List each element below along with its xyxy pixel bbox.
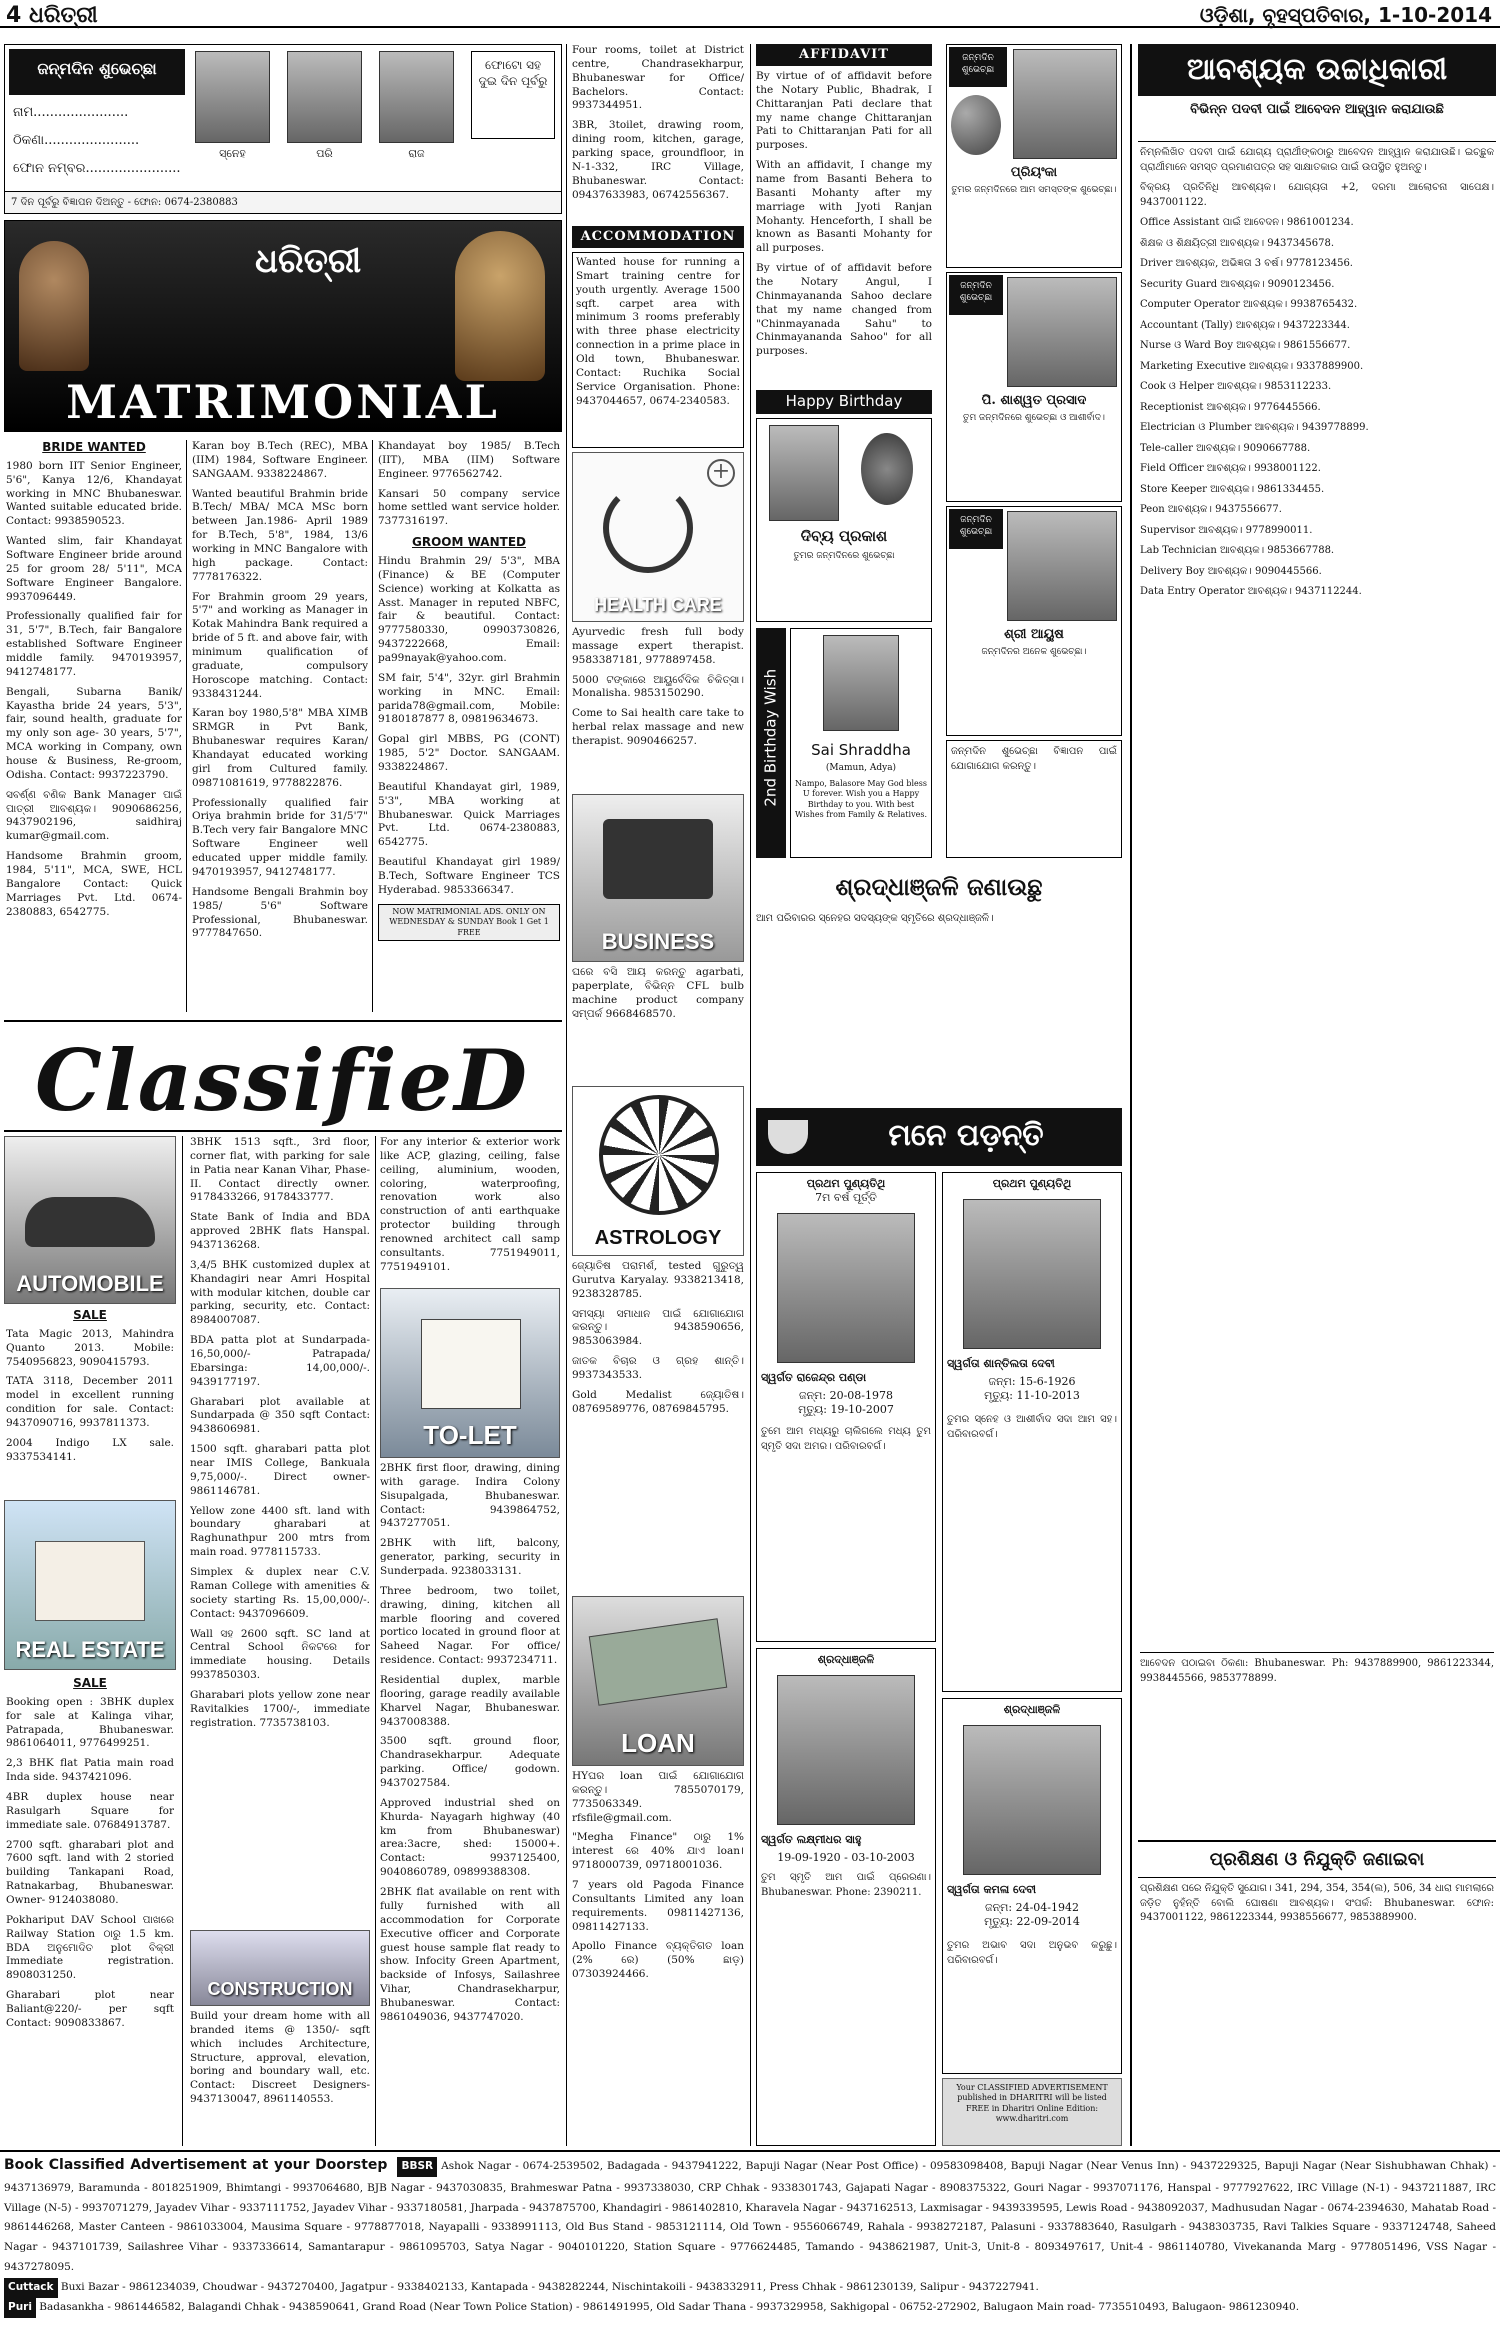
zodiac-wheel-icon — [599, 1095, 719, 1215]
classified-ad: Four rooms, toilet at District centre, Chandrasekharpur, Bhubaneswar for Office/ Bachelors. Contact: 9937344951. — [572, 44, 744, 112]
classified-title: ClassifieD — [34, 1031, 530, 1130]
oriya-notice-body — [756, 912, 1122, 1102]
greeting-form-field: ଠିକଣା....................... — [13, 133, 140, 148]
birthday-text: Nampo, Balasore May God bless U forever. Wish you a Happy Birthday to you. With best Wishes from Family & Relatives. — [795, 779, 927, 820]
job-listing: Lab Technician ଆବଶ୍ୟକ। 9853667788. — [1140, 545, 1335, 556]
memorial-name: ସ୍ୱର୍ଗତା କମଳା ଦେବୀ — [947, 1883, 1037, 1896]
classified-ad: 1500 sqft. gharabari patta plot near IMIS College, Bankuala 9,75,000/-. Direct owner- 9861146781. — [190, 1443, 370, 1497]
automobile-label: AUTOMOBILE — [16, 1271, 164, 1297]
birthday-name: ପ୍ରିୟଂକା — [1010, 165, 1058, 180]
matrimonial-portal-note: NOW MATRIMONIAL ADS. ONLY ON WEDNESDAY & SUNDAY Book 1 Get 1 FREE — [378, 904, 560, 942]
birthday-sub: (Mamun, Adya) — [825, 763, 897, 773]
balloons-icon — [951, 95, 1001, 155]
classified-ad: TATA 3118, December 2011 model in excellent running condition for sale. Contact: 9437090716, 9937811373. — [6, 1375, 174, 1429]
to-let-label: TO-LET — [423, 1420, 517, 1451]
memorial-name: ସ୍ୱର୍ଗତ ଲକ୍ଷ୍ମୀଧର ସାହୁ — [761, 1833, 862, 1846]
birthday-card-5 — [946, 506, 1122, 736]
birthday-small-notice — [946, 740, 1122, 858]
briefcase-icon — [603, 819, 713, 899]
memorial-caption: ଶ୍ରଦ୍ଧାଞ୍ଜଳି — [817, 1653, 875, 1666]
matrimonial-col-3 — [378, 440, 560, 1015]
plus-icon: + — [707, 459, 735, 487]
birthday-card-1 — [756, 418, 932, 622]
greeting-form-field: ଫୋନ ନମ୍ବର....................... — [13, 161, 181, 176]
classified-ad: BDA patta plot at Sundarpada- 16,50,000/- Patrapada/ Ebarsinga: 14,00,000/-. 9439177197. — [190, 1334, 370, 1388]
job-listing: Tele-caller ଆବଶ୍ୟକ। 9090667788. — [1140, 442, 1311, 454]
classified-ad: Three bedroom, two toilet, drawing, dining, kitchen all marble flooring and covered portico located in ground floor at Saheed Nagar. For office/ residence. Contact: 9937234711. — [380, 1584, 560, 1667]
classified-ad: 4BR duplex house near Rasulgarh Square for immediate sale. 07684913787. — [6, 1790, 174, 1831]
mane-padanti-banner — [756, 1108, 1122, 1166]
birthday-card-3 — [946, 44, 1122, 268]
affidavit-ad: By virtue of of affidavit before the Notary Public, Bhadrak, I Chittaranjan Pati declare that my name change Chittaranjan Pati to Chittaranjan Pati for all purposes. — [756, 70, 932, 152]
house-shape — [421, 1319, 521, 1409]
right-column-body — [1140, 146, 1494, 1646]
matrimonial-col-2 — [192, 440, 368, 1015]
greeting-form-field: ନାମ....................... — [13, 105, 129, 120]
greeting-bottom-line: 7 ଦିନ ପୂର୍ବରୁ ବିଜ୍ଞାପନ ଦିଅନ୍ତୁ - ଫୋନ: 0674-2380883 — [5, 191, 561, 213]
child-photo — [195, 51, 270, 143]
classified-ad: Wanted beautiful Brahmin bride B.Tech/ MBA/ MCA MSc born between Jan.1986- April 1989 for B.Tech, 5'8", 1984, 13/6 working in MNC Bangalore with high package. Contact: 7778176322. — [192, 487, 368, 583]
bride-figure — [455, 231, 545, 381]
greeting-form-box — [4, 44, 562, 214]
loan-image — [572, 1596, 744, 1766]
classified-ad: 2,3 BHK flat Patia main road Inda side. 9437421096. — [6, 1757, 174, 1784]
construction-label: CONSTRUCTION — [207, 1978, 353, 1999]
memorial-photo — [963, 1725, 1101, 1875]
child-name: ରାଜ — [408, 147, 425, 160]
memorial-photo — [963, 1199, 1101, 1349]
page-header — [0, 0, 1500, 28]
affidavit-ad: By virtue of of affidavit before the Notary Angul, I Chinmayananda Sahoo declare that my name changed from "Chinmayanada Sahu" to Chinmayananda Sahoo" for all purposes. — [756, 262, 932, 358]
classified-ad: Kansari 50 company service home settled want service holder. 7377316197. — [378, 487, 560, 528]
classified-col-2 — [190, 1136, 370, 1926]
grapes-icon — [861, 433, 913, 505]
column-rule — [186, 440, 187, 1012]
health-care-image — [572, 452, 744, 622]
affidavit-ads — [756, 70, 932, 386]
memorial-caption: ପ୍ରଥମ ପୁଣ୍ୟତିଥି — [992, 1177, 1072, 1190]
birthday-name: ଶ୍ରୀ ଆୟୁଷ — [1004, 627, 1064, 642]
page-number-masthead: 4 ଧରିତ୍ରୀ — [6, 3, 98, 28]
classified-ad: Bengali, Subarna Banik/ Kayastha bride 24 years, 5'3", fair, sound health, graduate for my only son age- 30 years, 5'7", MCA working in Company, own house & Business, Re-groom, Odisha. Contact: 9937223790. — [6, 685, 182, 781]
classified-ad: State Bank of India and BDA approved 2BHK flats Hanspal. 9437136268. — [190, 1211, 370, 1252]
job-listing: Peon ଆବଶ୍ୟକ। 9437556677. — [1140, 504, 1282, 515]
classified-col-3a — [380, 1136, 560, 1284]
child-name: ପରି — [316, 147, 333, 160]
memorial-text: ତୁମ ସ୍ମୃତି ଆମ ପାଇଁ ପ୍ରେରଣା। Bhubaneswar. Phone: 2390211. — [761, 1872, 931, 1898]
classified-ad: Gopal girl MBBS, PG (CONT) 1985, 5'2" Doctor. SANGAAM. 9338224867. — [378, 733, 560, 774]
affidavit-ad: With an affidavit, I change my name from Basanti Behera to Basanti Mohanty after my marriage with Jyoti Ranjan Mohanty. Henceforth, I shall be known as Basanti Mohanty for all purposes. — [756, 159, 932, 255]
job-listing: Receptionist ଆବଶ୍ୟକ। 9776445566. — [1140, 401, 1321, 413]
astrology-label: ASTROLOGY — [594, 1227, 722, 1249]
classified-ad: Karan boy 1980,5'8" MBA XIMB SRMGR in Pvt Bank, Bhubaneswar requires Karan/ Khandayat educated working girl from Cultured family. 09871081619, 9778822876. — [192, 707, 368, 789]
classified-ad: 1980 born IIT Senior Engineer, 5'6", Kanya 12/6, Khandayat working in MNC Bhubaneswar. Wanted suitable educated bride. Contact: 9938590523. — [6, 459, 182, 528]
job-listing: Cook ଓ Helper ଆବଶ୍ୟକ। 9853112233. — [1140, 381, 1332, 392]
birthday-text: ତୁମ ଜନ୍ମଦିନରେ ଶୁଭେଚ୍ଛା ଓ ଆଶୀର୍ବାଦ। — [963, 413, 1105, 423]
memorial-card-4 — [942, 1698, 1122, 2074]
classified-ad: Professionally qualified fair for 31, 5'7", B.Tech, fair Bangalore established Software Engineer middle family. 9470193957, 9412748177. — [6, 610, 182, 678]
right-column-second-body — [1140, 1882, 1494, 2146]
city-tag-puri: Puri — [4, 2298, 36, 2318]
accommodation-heading: ACCOMMODATION — [572, 226, 744, 248]
middle-col-top — [572, 44, 744, 220]
to-let-image — [380, 1288, 560, 1458]
house-shape — [35, 1541, 145, 1621]
classified-ad: 2BHK flat available on rent with fully furnished with all accommodation for Corporate Executive officer and Corporate guest house sample flat ready to show. Infocity Green Apartment, backside of Infosys, Sailashree Vihar, Chandrasekharpur, Bhubaneswar. Contact: 9861049036, 9437747020. — [380, 1886, 560, 2023]
construction-image — [190, 1930, 370, 2006]
classified-ad: ଘରେ ବସି ଆୟ କରନ୍ତୁ agarbati, paperplate, ବିଭିନ୍ନ CFL bulb machine product company ସମ୍ପର୍କ 9668468570. — [572, 966, 744, 1020]
classified-ad: Handsome Brahmin groom, 1984, 5'11", MCA, SWE, HCL Bangalore Contact: Quick Marriages Pvt. Ltd. 0674-2380883, 6542775. — [6, 850, 182, 918]
memorial-title: 7ମ ବର୍ଷ ପୂର୍ତ୍ତି — [815, 1191, 877, 1205]
classified-ad: 2BHK with lift, balcony, generator, parking, security in Sunderpada. 9238033131. — [380, 1537, 560, 1578]
classified-ad: ସମସ୍ୟା ସମାଧାନ ପାଇଁ ଯୋଗାଯୋଗ କରନ୍ତୁ। 9438590656, 9853063984. — [572, 1307, 744, 1348]
birthday-small-text: ଜନ୍ମଦିନ ଶୁଭେଚ୍ଛା ବିଜ୍ଞାପନ ପାଇଁ ଯୋଗାଯୋଗ କରନ୍ତୁ। — [951, 746, 1117, 772]
child-name: ସ୍ନେହ — [219, 147, 246, 160]
classified-ad: Ayurvedic fresh full body massage expert therapist. 9583387181, 9778897458. — [572, 626, 744, 666]
classified-ad: Karan boy B.Tech (REC), MBA (IIM) 1984, Software Engineer. SANGAAM. 9338224867. — [192, 440, 368, 480]
booking-centres-footer — [0, 2150, 1500, 2339]
child-photo — [1007, 511, 1117, 621]
oriya-notice-heading: ଶ୍ରଦ୍ଧାଞ୍ଜଳି ଜଣାଉଛୁ — [835, 873, 1043, 901]
job-listing: Marketing Executive ଆବଶ୍ୟକ। 9337889900. — [1140, 360, 1364, 372]
sale-heading: SALE — [73, 1676, 107, 1690]
greeting-form-caption: ଜନ୍ମଦିନ ଶୁଭେଚ୍ଛା — [9, 49, 185, 95]
second-birthday-label: 2nd Birthday Wish — [761, 668, 780, 807]
classified-ad: Yellow zone 4400 sft. land with boundary gharabari at Raghunathpur 200 mtrs from main road. 9778115733. — [190, 1504, 370, 1559]
memorial-dates: ଜନ୍ମ: 15-6-1926 ମୃତ୍ୟୁ: 11-10-2013 — [984, 1375, 1080, 1403]
classified-ad: Wanted house for running a Smart training centre for youth urgently. Average 1500 sqft. carpet area with minimum 3 rooms preferably with three phase electricity connection in a prime place in Old town, Bhubaneswar. Contact: Ruchika Social Service Organisation. Phone: 9437044657, 0674-2340583. — [576, 256, 740, 407]
memorial-name: ସ୍ୱର୍ଗତା ଶାନ୍ତିଲତା ଦେବୀ — [947, 1357, 1055, 1370]
classified-ad: 2700 sqft. gharabari plot and 7600 sqft. land with 2 storied building Tankapani Road, Ratnakarbag, Bhubaneswar. Owner- 9124038080. — [6, 1838, 174, 1906]
memorial-card-3 — [756, 1648, 936, 2146]
page-dateline: ଓଡ଼ିଶା, ବୃହସ୍ପତିବାର, 1-10-2014 — [1199, 3, 1492, 27]
classified-ad: 3500 sqft. ground floor, Chandrasekharpur. Adequate parking. Office/ godown. 9437027584. — [380, 1735, 560, 1790]
city-tag-cuttack: Cuttack — [4, 2278, 58, 2298]
groom-wanted-heading: GROOM WANTED — [412, 535, 526, 550]
column-rule — [182, 1136, 183, 2146]
classified-col-3b — [380, 1462, 560, 2146]
affidavit-heading: AFFIDAVIT — [756, 44, 932, 66]
currency-notes-icon — [589, 1618, 727, 1705]
right-column-intro: ନିମ୍ନଲିଖିତ ପଦବୀ ପାଇଁ ଯୋଗ୍ୟ ପ୍ରାର୍ଥୀଙ୍କଠାରୁ ଆବେଦନ ଆହ୍ୱାନ କରାଯାଉଛି। ଇଚ୍ଛୁକ ପ୍ରାର୍ଥୀମାନେ ସମସ୍ତ ପ୍ରମାଣପତ୍ର ସହ ସାକ୍ଷାତକାର ପାଇଁ ଉପସ୍ଥିତ ହୁଅନ୍ତୁ। — [1140, 147, 1494, 173]
column-rule — [750, 44, 751, 2146]
happy-birthday-heading: Happy Birthday — [756, 390, 932, 414]
health-care-label: HEALTH CARE — [594, 594, 722, 615]
right-column-second-title: ପ୍ରଶିକ୍ଷଣ ଓ ନିଯୁକ୍ତି ଜଣାଇବା — [1138, 1840, 1496, 1878]
job-listing: Store Keeper ଆବଶ୍ୟକ। 9861334455. — [1140, 483, 1325, 495]
birthday-caption: ଜନ୍ମଦିନ ଶୁଭେଚ୍ଛା — [949, 509, 1003, 549]
classified-online-note: Your CLASSIFIED ADVERTISEMENT published in DHARITRI will be listed FREE in Dharitri Online Edition: www.dharitri.com — [942, 2078, 1122, 2146]
classified-col-1a — [6, 1308, 174, 1498]
column-rule — [566, 44, 567, 2146]
classified-ad: Apollo Finance ବ୍ୟକ୍ତିଗତ loan (2% ରେ) (50% ଛାଡ଼) 07303924466. — [572, 1940, 744, 1981]
memorial-text: ତୁମର ସ୍ନେହ ଓ ଆଶୀର୍ବାଦ ସଦା ଆମ ସହ। ପରିବାରବର୍ଗ। — [947, 1414, 1117, 1440]
classified-ad: Build your dream home with all branded items @ 1350/- sqft which includes Architecture, Structure, approval, elevation, boring and boundary wall, etc. Contact: Discreet Designers- 9437130047, 8961140553. — [190, 2010, 370, 2106]
job-listing: Computer Operator ଆବଶ୍ୟକ। 9938765432. — [1140, 299, 1358, 310]
birthday-card-4 — [946, 272, 1122, 502]
job-listing: Field Officer ଆବଶ୍ୟକ। 9938001122. — [1140, 463, 1321, 474]
classified-col-2-bottom — [190, 2010, 370, 2146]
memorial-caption: ଶ୍ରଦ୍ଧାଞ୍ଜଳି — [1003, 1703, 1061, 1716]
city-listings-puri: Badasankha - 9861446582, Balagandi Chhak - 9438590641, Grand Road (Near Town Police Station) - 9861491995, Old Sadar Thana - 9937329958, Sakhigopal - 06752-272902, Balugaon Main road- 7735510493, Balugaon- 9861230940. — [39, 2301, 1300, 2314]
job-listing: Security Guard ଆବଶ୍ୟକ। 9090123456. — [1140, 278, 1335, 290]
memorial-dates: ଜନ୍ମ: 20-08-1978 ମୃତ୍ୟୁ: 19-10-2007 — [798, 1389, 894, 1417]
classified-ad: Wanted slim, fair Khandayat Software Engineer bride around 25 for groom 28/ 5'11", MCA Software Engineer Bangalore. 9937096449. — [6, 535, 182, 603]
birthday-text: ଜନ୍ମଦିନର ଅନେକ ଶୁଭେଚ୍ଛା। — [981, 647, 1087, 657]
job-listing: ଶିକ୍ଷକ ଓ ଶିକ୍ଷୟିତ୍ରୀ ଆବଶ୍ୟକ। 9437345678. — [1140, 237, 1335, 249]
loan-label: LOAN — [621, 1728, 695, 1759]
accommodation-ad — [572, 252, 744, 448]
child-photo — [1007, 277, 1117, 387]
job-listing: Accountant (Tally) ଆବଶ୍ୟକ। 9437223344. — [1140, 319, 1350, 331]
job-listing: ବିକ୍ରୟ ପ୍ରତିନିଧି ଆବଶ୍ୟକ। ଯୋଗ୍ୟତା +2, ଦରମା ଆଲୋଚନା ସାପେକ୍ଷ। 9437001122. — [1140, 182, 1494, 208]
bride-wanted-heading: BRIDE WANTED — [42, 440, 146, 454]
greeting-side-note: ଫୋଟୋ ସହ ଦୁଇ ଦିନ ପୂର୍ବରୁ — [471, 51, 555, 139]
classified-ad: For any interior & exterior work like ACP, glazing, ceiling, false ceiling, aluminium, wooden, coloring, waterproofing, renovation work also construction of anti earthquake protector building through renowned architect call samp consultants. 7751949011, 7751949101. — [380, 1136, 560, 1273]
second-birthday-tab — [756, 628, 786, 858]
memorial-name: ସ୍ୱର୍ଗତ ରାଜେନ୍ଦ୍ର ପଣ୍ଡା — [761, 1371, 867, 1384]
child-photo — [287, 51, 362, 143]
memorial-card-2 — [942, 1172, 1122, 1692]
job-listing: Supervisor ଆବଶ୍ୟକ। 9778990011. — [1140, 524, 1313, 536]
column-rule — [1130, 44, 1132, 2146]
child-photo — [1013, 49, 1117, 159]
job-listing: Nurse ଓ Ward Boy ଆବଶ୍ୟକ। 9861556677. — [1140, 340, 1351, 351]
classified-ad: Handsome Bengali Brahmin boy 1985/ 5'6" Software Professional, Bhubaneswar. 9777847650. — [192, 885, 368, 940]
classified-ad: Approved industrial shed on Khurda- Nayagarh highway (40 km from Bhubaneswar) area:3acre, shed: 15000+. Contact: 9937125400, 9040860789, 09899388308. — [380, 1796, 560, 1879]
city-listings-bbsr: Ashok Nagar - 0674-2539502, Badagada - 9437941222, Bapuji Nagar (Near Post Office) - 09583098408, Bapuji Nagar (Near Venus Inn) - 9437229325, Bapuji Nagar (Near Sishubhawan Chhak) - 9437136979, Baramunda - 8018251909, Bhimtangi - 9937064680, BJB Nagar - 9437030835, Brahmeswar Patna - 9937338030, CRP Chhak - 9338301743, Gajapati Nagar - 8908375322, Gouri Nagar - 9937071176, Hanspal - 9777927622, IRC Village (N-1) - 9437211887, IRC Village (N-5) - 9937071279, Jayadev Vihar - 9337111752, Jayadev Vihar - 9337180581, Jharpada - 9437875700, Khandagiri - 9861402810, Kharavela Nagar - 9437162513, Laxmisagar - 9439339595, Lewis Road - 9438092037, Madhusudan Nagar - 0674-2394630, Mahatab Road - 9861446268, Master Canteen - 9861033004, Mausima Square - 9778877018, Nayapalli - 9338991113, Old Bus Stand - 9853121114, Old Town - 9556066749, Rahala - 9938272187, Palasuni - 9337883640, Rasulgarh - 9438303735, Ravi Talkies Square - 9337124748, Saheed Nagar - 9437101739, Sailashree Vihar - 9337336614, Samantarapur - 9861095703, Satya Nagar - 9040101220, Station Square - 9776624485, Tamando - 9438621987, Unit-3, Unit-8 - 8093497617, Unit-4 - 9861140780, Vivekananda Marg - 9778051496, VSS Nagar - 9437278095. — [4, 2160, 1497, 2274]
job-listing: Electrician ଓ Plumber ଆବଶ୍ୟକ। 9439778899. — [1140, 422, 1369, 433]
classified-ad: Gharabari plots yellow zone near Ravitalkies 1700/-, immediate registration. 7735738103. — [190, 1688, 370, 1729]
business-ads — [572, 966, 744, 1082]
birthday-caption: ଜନ୍ମଦିନ ଶୁଭେଚ୍ଛା — [949, 275, 1003, 315]
birthday-name: ପି. ଶାଶ୍ୱତ ପ୍ରସାଦ — [981, 393, 1087, 408]
classified-col-1b — [6, 1676, 174, 2146]
birthday-text: ତୁମର ଜନ୍ମଦିନରେ ଶୁଭେଚ୍ଛା — [793, 551, 895, 561]
birthday-text: ତୁମର ଜନ୍ମଦିନରେ ଆମ ସମସ୍ତଙ୍କ ଶୁଭେଚ୍ଛା। — [951, 185, 1117, 195]
classified-ad: Gharabari plot near Baliant@220/- per sqft Contact: 9090833867. — [6, 1989, 174, 2029]
classified-ad: Gold Medalist ଜ୍ୟୋତିଷ। 08769589776, 08769845795. — [572, 1388, 744, 1415]
memorial-dates: ଜନ୍ମ: 24-04-1942 ମୃତ୍ୟୁ: 22-09-2014 — [984, 1901, 1080, 1929]
city-listings-cuttack: Buxi Bazar - 9861234039, Choudwar - 9437270400, Jagatpur - 9338402133, Kantapada - 9438282244, Nischintakoili - 9438332911, Press Chhak - 9861230139, Salipur - 9437227941. — [60, 2281, 1039, 2294]
birthday-card-2 — [790, 628, 932, 858]
classified-ad: ଜ୍ୟୋତିଷ ପରାମର୍ଶ, tested ଗୁରୁତ୍ୱ Gurutva Karyalay. 9338213418, 9238328785. — [572, 1260, 744, 1300]
memorial-photo — [777, 1213, 915, 1363]
classified-ad: 2BHK first floor, drawing, dining with garage. Indira Colony Sisupalgada, Bhubaneswar. Contact: 9439864752, 9437277051. — [380, 1462, 560, 1530]
city-tag-bbsr: BBSR — [397, 2157, 437, 2177]
classified-ad: Hindu Brahmin 29/ 5'3", MBA (Finance) & BE (Computer Science) working at Kolkatta as Asst. Manager in reputed NBFC, fair & beautiful. Contact: 9777580330, 09903730826, 9437222668, Email: pa99nayak@yahoo.com. — [378, 554, 560, 664]
groom-figure — [19, 241, 89, 371]
job-listing: Delivery Boy ଆବଶ୍ୟକ। 9090445566. — [1140, 565, 1322, 577]
child-photo — [823, 635, 899, 731]
right-column-title: ଆବଶ୍ୟକ ଉଚ୍ଚାଧିକାରୀ — [1138, 44, 1496, 96]
classified-ad: Simplex & duplex near C.V. Raman College with amenities & society starting Rs. 15,00,000/-. Contact: 9437096609. — [190, 1566, 370, 1620]
classified-ad: Booking open : 3BHK duplex for sale at Kalinga vihar, Patrapada, Bhubaneswar. 9861064011, 9776499251. — [6, 1695, 174, 1750]
right-column-second-text: ପ୍ରଶିକ୍ଷଣ ପରେ ନିଯୁକ୍ତି ସୁଯୋଗ। 341, 294, 354, 354(ଲ), 506, 34 ଧାରା ମାମଲାରେ ଜଡ଼ିତ ନୁହଁନ୍ତି ବୋଲି ଘୋଷଣା ଆବଶ୍ୟକ। ସଂପର୍କ: Bhubaneswar. ଫୋନ: 9437001122, 9861223344, 9938556677, 9853889900. — [1140, 1883, 1494, 1923]
child-photo — [379, 51, 454, 143]
car-shape — [25, 1197, 155, 1247]
job-listing: Driver ଆବଶ୍ୟକ, ଅଭିଜ୍ଞତା 3 ବର୍ଷ। 9778123456. — [1140, 258, 1353, 269]
business-image — [572, 794, 744, 962]
right-column-address — [1140, 1652, 1494, 1834]
classified-ad: 2004 Indigo LX sale. 9337534141. — [6, 1436, 174, 1463]
classified-ad: Professionally qualified fair Oriya brahmin bride for 31/5'7" B.Tech very fair Bangalore MNC Software Engineer well educated upper middle family. 9470193957, 9412748177. — [192, 796, 368, 878]
memorial-caption: ପ୍ରଥମ ପୁଣ୍ୟତିଥି — [806, 1177, 886, 1190]
health-care-ads — [572, 626, 744, 790]
classified-ad: 3BHK 1513 sqft., 3rd floor, corner flat, with parking for sale in Patia near Kanan Vihar, Phase-II. Contact directly owner. 9178433266, 9178433777. — [190, 1136, 370, 1204]
mane-padanti-heading: ମନେ ପଡ଼ନ୍ତି — [888, 1118, 1044, 1153]
memorial-text: ତୁମର ଅଭାବ ସଦା ଅନୁଭବ କରୁଛୁ। ପରିବାରବର୍ଗ। — [947, 1940, 1117, 1966]
memorial-dates: 19-09-1920 - 03-10-2003 — [777, 1851, 915, 1864]
classified-ad: SM fair, 5'4", 32yr. girl Brahmin working in MNC. Email: parida78@gmail.com, Mobile: 9180187877 8, 09819634673. — [378, 671, 560, 726]
dharitri-logo: ଧରିତ୍ରୀ — [255, 241, 362, 281]
real-estate-label: REAL ESTATE — [15, 1637, 165, 1663]
matrimonial-col-1 — [6, 440, 182, 1015]
classified-ad: Residential duplex, marble flooring, garage readily available Kharvel Nagar, Bhubaneswar. 9437008388. — [380, 1674, 560, 1728]
real-estate-image — [4, 1500, 176, 1670]
astrology-image — [572, 1086, 744, 1256]
classified-ad: "Megha Finance" ଠାରୁ 1% interest ରେ 40% ଯାଏ loan। 9718000739, 09718001036. — [572, 1831, 744, 1872]
sale-heading: SALE — [73, 1308, 107, 1322]
lamp-icon — [768, 1120, 808, 1154]
right-column-address-text: ଆବେଦନ ପଠାଇବା ଠିକଣା: Bhubaneswar. Ph: 9437889900, 9861223344, 9938445566, 9853778899. — [1140, 1658, 1494, 1684]
classified-ad: Beautiful Khandayat girl, 1989, 5'3", MBA working at Bhubaneswar. Quick Marriages Pvt. Ltd. 0674-2380883, 6542775. — [378, 780, 560, 849]
classified-ad: Gharabari plot available at Sundarpada @ 350 sqft Contact: 9438606981. — [190, 1395, 370, 1436]
job-listing: Office Assistant ପାଇଁ ଆବେଦନ। 9861001234. — [1140, 217, 1354, 228]
classified-ad: Khandayat boy 1985/ B.Tech (IIT), MBA (IIM) Software Engineer. 9776562742. — [378, 440, 560, 480]
birthday-caption: ଜନ୍ମଦିନ ଶୁଭେଚ୍ଛା — [949, 47, 1007, 87]
column-rule — [372, 440, 373, 1012]
job-listing: Data Entry Operator ଆବଶ୍ୟକ। 9437112244. — [1140, 586, 1362, 597]
classified-ad: Wall ସହ 2600 sqft. SC land at Central School ନିକଟରେ for immediate housing. Details 9937850303. — [190, 1627, 370, 1682]
birthday-name: ଦିବ୍ୟ ପ୍ରକାଶ — [800, 527, 888, 545]
classified-ad: 5000 ଟଙ୍କାରେ ଆୟୁର୍ବେଦିକ ଚିକିତ୍ସା। Monalisha. 9853150290. — [572, 673, 744, 700]
right-column-subtitle: ବିଭିନ୍ନ ପଦବୀ ପାଇଁ ଆବେଦନ ଆହ୍ୱାନ କରାଯାଉଛି — [1138, 98, 1496, 142]
footer-title: Book Classified Advertisement at your Doorstep — [4, 2157, 388, 2173]
classified-ad: For Brahmin groom 29 years, 5'7" and working as Manager in Kotak Mahindra Bank required a bride of 5 ft. and above fair, with minimum qualification of graduate, compulsory Horoscope matching. Contact: 9338431244. — [192, 590, 368, 700]
classified-ad: 3BR, 3toilet, drawing room, dining room, kitchen, garage, parking space, groundfloor, in N-1-332, IRC Village, Bhubaneswar. Contact: 09437633983, 06742556367. — [572, 119, 744, 201]
classified-ad: Beautiful Khandayat girl 1989/ B.Tech, Software Engineer TCS Hyderabad. 9853366347. — [378, 856, 560, 896]
column-rule — [375, 1136, 376, 2146]
classified-ad: 7 years old Pagoda Finance Consultants Limited any loan requirements. 09811427136, 09811427133. — [572, 1879, 744, 1933]
classified-ad: Pokhariput DAV School ପାଖରେ Railway Station ଠାରୁ 1.5 km. BDA ଅନୁମୋଦିତ plot ବିକ୍ରୀ Immediate registration. 8908031250. — [6, 1913, 174, 1982]
classified-ad: HYଘର loan ପାଇଁ ଯୋଗାଯୋଗ କରନ୍ତୁ। 7855070179, 7735063349. rfsfile@gmail.com. — [572, 1770, 744, 1824]
classified-banner — [4, 1020, 562, 1132]
loan-ads — [572, 1770, 744, 2146]
birthday-name: Sai Shraddha — [811, 741, 911, 759]
classified-ad: 3,4/5 BHK customized duplex at Khandagiri near Amri Hospital with modular kitchen, double car parking, security, etc. Contact: 8984007087. — [190, 1258, 370, 1327]
automobile-image — [4, 1136, 176, 1304]
classified-ad: Come to Sai health care take to herbal relax massage and new therapist. 9090466257. — [572, 707, 744, 748]
astrology-ads — [572, 1260, 744, 1590]
classified-ad: Tata Magic 2013, Mahindra Quanto 2013. Mobile: 7540956823, 9090415793. — [6, 1327, 174, 1368]
child-photo — [769, 425, 839, 521]
memorial-text: ତୁମେ ଆମ ମଧ୍ୟରୁ ଚାଲିଗଲେ ମଧ୍ୟ ତୁମ ସ୍ମୃତି ସଦା ଅମର। ପରିବାରବର୍ଗ। — [761, 1426, 931, 1452]
business-label: BUSINESS — [601, 929, 715, 955]
classified-ad: ସବର୍ଣ୍ଣ ବଣିକ Bank Manager ପାଇଁ ପାତ୍ରୀ ଆବଶ୍ୟକ। 9090686256, 9437902196, saidhiraj kumar@gmail.com. — [6, 788, 182, 843]
matrimonial-title: MATRIMONIAL — [66, 375, 500, 429]
oriya-notice-text: ଆମ ପରିବାରର ସ୍ନେହର ସଦସ୍ୟଙ୍କ ସ୍ମୃତିରେ ଶ୍ରଦ୍ଧାଞ୍ଜଳି। — [756, 913, 994, 924]
classified-ad: ଜାତକ ବିଚାର ଓ ଗ୍ରହ ଶାନ୍ତି। 9937343533. — [572, 1355, 744, 1382]
memorial-photo — [777, 1675, 915, 1825]
stethoscope-icon — [603, 483, 693, 573]
memorial-card-1 — [756, 1172, 936, 1642]
matrimonial-banner — [4, 220, 562, 432]
